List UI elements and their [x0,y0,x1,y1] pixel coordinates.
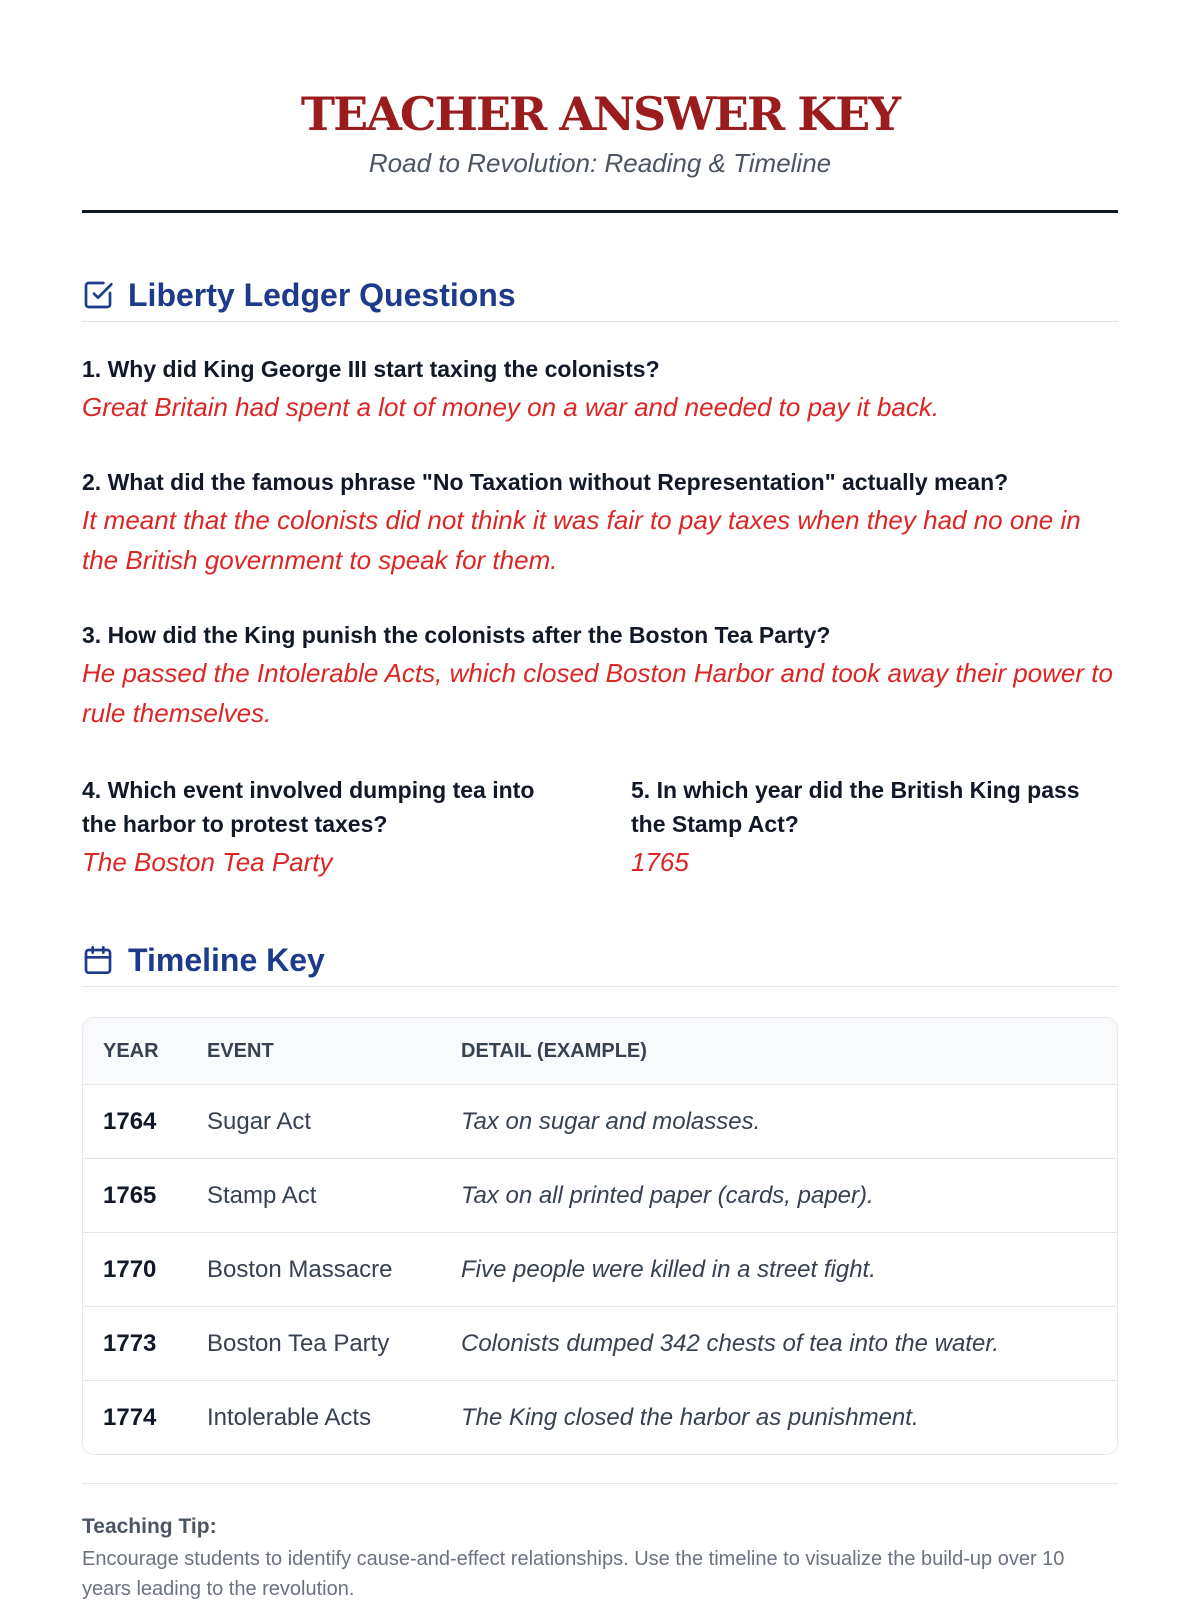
year-cell: 1765 [83,1159,187,1233]
column-header-year: YEAR [83,1018,187,1085]
calendar-icon [82,944,114,976]
answer-text: The Boston Tea Party [82,847,333,877]
timeline-table [82,1017,1118,1455]
answer-text: He passed the Intolerable Acts, which closed Boston Harbor and took away their power to rule themselves. [82,658,1113,728]
column-header-detail: DETAIL (EXAMPLE) [441,1018,1117,1085]
event-cell: Boston Massacre [187,1233,441,1307]
timeline-section-title: Timeline Key [128,942,325,978]
year-cell: 1774 [103,1403,157,1431]
answer-text: It meant that the colonists did not think it was fair to pay taxes when they had no one in the British government to speak for them. [82,505,1081,575]
detail-cell: Colonists dumped 342 chests of tea into the water. [441,1307,1117,1381]
question-text: 5. In which year did the British King pass the Stamp Act? [631,777,1080,837]
detail-cell: Tax on all printed paper (cards, paper). [441,1159,1117,1233]
detail-cell: Five people were killed in a street fight. [441,1233,1117,1307]
answer-text: 1765 [631,847,689,877]
question-item [82,465,1118,580]
answer-text: Great Britain had spent a lot of money on a war and needed to pay it back. [82,392,940,422]
questions-section [82,275,1118,882]
question-text: 4. Which event involved dumping tea into the harbor to protest taxes? [82,777,535,837]
detail-cell: The King closed the harbor as punishment. [461,1403,919,1431]
timeline-section-header [82,940,1118,987]
checkbox-icon [82,279,114,311]
table-row [83,1381,1117,1455]
teaching-tip [82,1483,1118,1604]
table-row [83,1159,1117,1233]
page-subtitle: Road to Revolution: Reading & Timeline [368,148,832,178]
question-text: 1. Why did King George III start taxing the colonists? [82,356,660,382]
year-cell: 1770 [83,1233,187,1307]
year-cell: 1773 [83,1307,187,1381]
table-row [83,1233,1117,1307]
teaching-tip-text: Encourage students to identify cause-and-effect relationships. Use the timeline to visualize the build-up over 10 years leading to the revolution. [82,1548,1065,1600]
questions-section-header [82,275,1118,322]
question-item [631,773,1118,882]
table-row [83,1085,1117,1159]
page-title: TEACHER ANSWER KEY [300,87,900,141]
event-cell: Stamp Act [187,1159,441,1233]
question-text: 3. How did the King punish the colonists after the Boston Tea Party? [82,622,831,648]
teaching-tip-label: Teaching Tip: [82,1515,217,1538]
event-cell: Intolerable Acts [207,1403,372,1431]
page-header [82,0,1118,213]
timeline-section [82,940,1118,1455]
table-header-row [83,1018,1117,1085]
question-text: 2. What did the famous phrase "No Taxation without Representation" actually mean? [82,469,1009,495]
detail-cell: Tax on sugar and molasses. [441,1085,1117,1159]
question-item [82,352,1118,427]
question-item [82,618,1118,733]
column-header-event: EVENT [187,1018,441,1085]
question-columns [82,773,1118,882]
header-divider [82,210,1118,213]
event-cell: Sugar Act [187,1085,441,1159]
question-item [82,773,569,882]
event-cell: Boston Tea Party [187,1307,441,1381]
table-row [83,1307,1117,1381]
year-cell: 1764 [83,1085,187,1159]
questions-section-title: Liberty Ledger Questions [128,277,516,313]
